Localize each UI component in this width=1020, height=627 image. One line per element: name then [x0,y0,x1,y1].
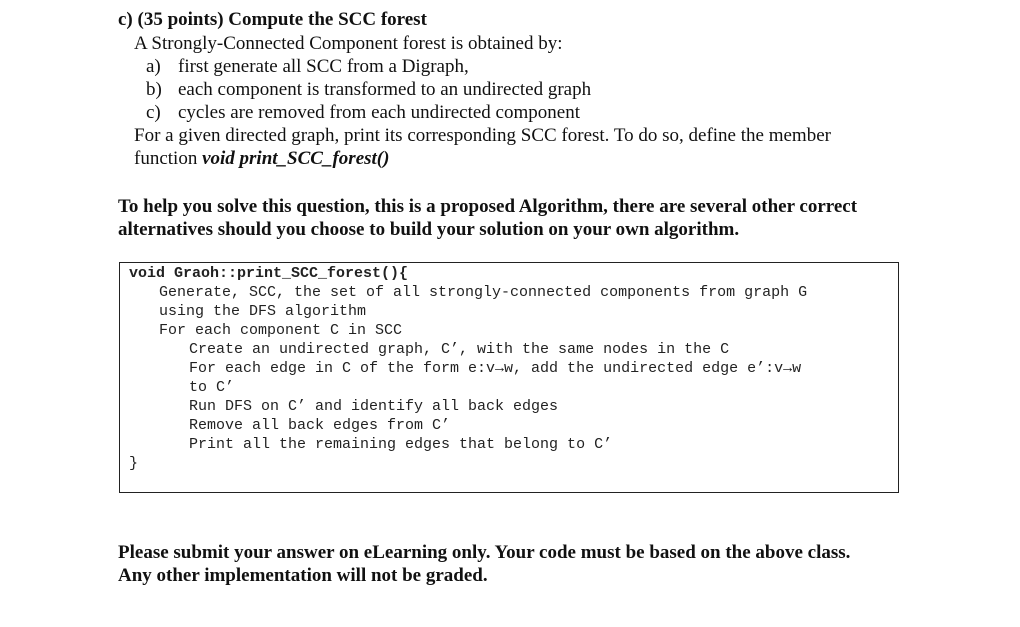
question-heading: c) (35 points) Compute the SCC forest [118,9,427,30]
step-text: each component is transformed to an undirected graph [178,79,592,100]
step-text: first generate all SCC from a Digraph, [178,56,469,77]
code-line: to C’ [189,379,235,396]
submission-line-1: Please submit your answer on eLearning only. Your code must be based on the above class. [118,542,851,563]
step-item [146,102,580,124]
intro-text: A Strongly-Connected Component forest is obtained by: [134,33,563,54]
code-line: } [129,455,139,472]
function-name: void print_SCC_forest() [202,148,390,169]
code-line: Create an undirected graph, C’, with the same nodes in the C [189,341,730,358]
code-block [119,262,899,493]
step-label: c) [146,102,161,123]
help-line-1: To help you solve this question, this is a proposed Algorithm, there are several other correct [118,196,858,217]
code-line: void Graoh::print_SCC_forest(){ [129,265,409,282]
step-label: b) [146,79,162,100]
code-line: Generate, SCC, the set of all strongly-connected components from graph G [159,284,808,301]
description-line-2 [134,148,389,170]
step-text: cycles are removed from each undirected component [178,102,580,123]
code-line: Remove all back edges from C’ [189,417,451,434]
code-line: Run DFS on C’ and identify all back edges [189,398,559,415]
code-line: Print all the remaining edges that belong to C’ [189,436,613,453]
description-prefix: function [134,148,203,169]
code-line: For each component C in SCC [159,322,403,339]
help-line-2: alternatives should you choose to build your solution on your own algorithm. [118,219,740,240]
step-item [146,79,591,101]
step-item [146,56,469,78]
submission-line-2: Any other implementation will not be graded. [118,565,488,586]
description-line-1: For a given directed graph, print its corresponding SCC forest. To do so, define the member [134,125,831,146]
step-label: a) [146,56,161,77]
code-line: using the DFS algorithm [159,303,367,320]
code-line: For each edge in C of the form e:v→w, add the undirected edge e’:v→w [189,360,802,377]
